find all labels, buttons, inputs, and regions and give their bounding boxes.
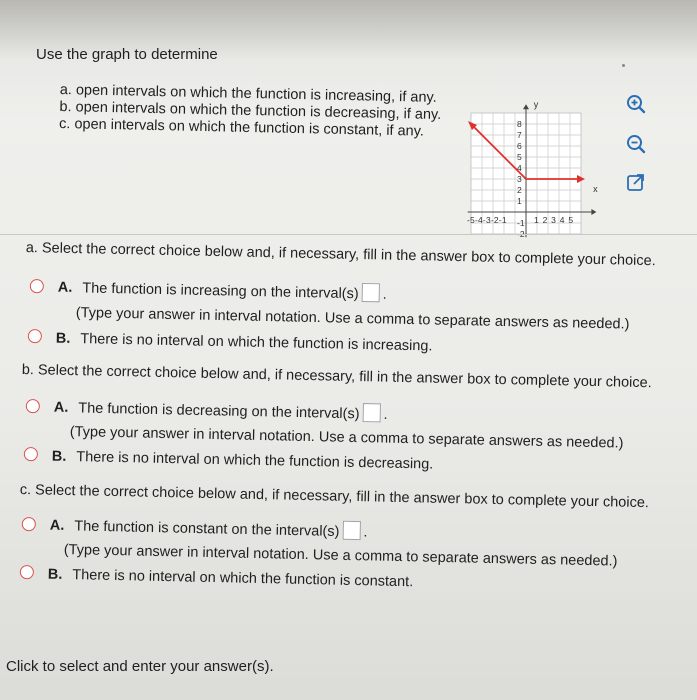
choice-text: There is no interval on which the function is decreasing. bbox=[76, 449, 434, 473]
part-b-choice-a[interactable]: A. The function is decreasing on the interval(s) . bbox=[26, 398, 388, 425]
choice-letter: A. bbox=[49, 517, 65, 535]
x-axis-label: x bbox=[593, 184, 598, 195]
part-c-note: (Type your answer in interval notation. Use a comma to separate answers as needed.) bbox=[63, 542, 618, 570]
zoom-in-icon[interactable] bbox=[622, 90, 650, 118]
choice-text: There is no interval on which the function is increasing. bbox=[80, 331, 433, 355]
part-c-choice-a-radio[interactable] bbox=[22, 516, 36, 530]
y-tick-label: 1 bbox=[517, 196, 522, 206]
part-b-choice-a-radio[interactable] bbox=[26, 398, 40, 412]
y-tick-label: -1 bbox=[517, 218, 525, 228]
y-tick-label: 6 bbox=[517, 141, 522, 151]
popout-icon[interactable] bbox=[622, 168, 650, 196]
choice-text: The function is increasing on the interval(s) bbox=[82, 280, 359, 303]
question-item-b: b. open intervals on which the function is decreasing, if any. bbox=[59, 98, 442, 123]
y-tick-label: 7 bbox=[517, 130, 522, 140]
choice-letter: A. bbox=[53, 399, 69, 417]
footer-instruction: Click to select and enter your answer(s). bbox=[6, 658, 274, 675]
choice-letter: B. bbox=[47, 566, 63, 583]
part-c-choice-b-radio[interactable] bbox=[20, 565, 34, 579]
part-a-choice-a[interactable]: A. The function is increasing on the interval(s) . bbox=[30, 278, 387, 304]
choice-letter: A. bbox=[57, 279, 73, 297]
y-axis-label: y bbox=[533, 99, 539, 110]
question-title: Use the graph to determine bbox=[36, 46, 218, 63]
question-item-c: c. open intervals on which the function is constant, if any. bbox=[58, 115, 425, 140]
part-b-heading: b. Select the correct choice below and, if necessary, fill in the answer box to complete your choice. bbox=[21, 362, 652, 392]
x-tick-labels-positive: 1 2 3 4 5 bbox=[534, 215, 574, 225]
question-items bbox=[59, 82, 442, 141]
part-b-answer-box[interactable] bbox=[362, 403, 380, 422]
part-a-choice-b-radio[interactable] bbox=[28, 329, 42, 343]
y-tick-label: 3 bbox=[517, 174, 522, 184]
y-axis-arrow bbox=[523, 104, 529, 109]
choice-letter: B. bbox=[55, 330, 71, 347]
part-b-note: (Type your answer in interval notation. Use a comma to separate answers as needed.) bbox=[69, 424, 624, 452]
y-tick-label: 2 bbox=[517, 185, 522, 195]
part-a-answer-box[interactable] bbox=[362, 283, 380, 302]
part-b-choice-b[interactable] bbox=[24, 448, 434, 473]
y-tick-label: 4 bbox=[517, 163, 522, 173]
x-axis-arrow bbox=[591, 209, 596, 215]
question-item-a: a. open intervals on which the function is increasing, if any. bbox=[59, 82, 437, 106]
part-c-choice-a[interactable]: A. The function is constant on the interval(s) . bbox=[22, 516, 368, 542]
choice-text: The function is constant on the interval(s) bbox=[74, 518, 340, 540]
part-a-note: (Type your answer in interval notation. Use a comma to separate answers as needed.) bbox=[75, 305, 630, 333]
divider bbox=[0, 234, 697, 235]
zoom-out-icon[interactable] bbox=[622, 130, 650, 158]
y-tick-label: 8 bbox=[517, 119, 522, 129]
part-c-answer-box[interactable] bbox=[342, 521, 360, 540]
part-a-heading: a. Select the correct choice below and, if necessary, fill in the answer box to complete your choice. bbox=[25, 240, 656, 270]
x-tick-labels-negative: -5-4-3-2-1 bbox=[467, 215, 507, 225]
part-b-choice-b-radio[interactable] bbox=[24, 447, 38, 461]
part-a-choice-a-radio[interactable] bbox=[30, 278, 44, 292]
graph-svg bbox=[462, 84, 622, 240]
more-dot bbox=[622, 64, 625, 67]
function-graph bbox=[462, 84, 622, 240]
choice-letter: B. bbox=[51, 448, 67, 465]
choice-text: The function is decreasing on the interval(s) bbox=[78, 400, 360, 423]
part-a-choice-b[interactable] bbox=[28, 330, 433, 354]
part-c-heading: c. Select the correct choice below and, if necessary, fill in the answer box to complete your choice. bbox=[19, 482, 650, 512]
choice-text: There is no interval on which the function is constant. bbox=[72, 567, 414, 591]
part-c-choice-b[interactable] bbox=[20, 566, 414, 590]
y-tick-label: 5 bbox=[517, 152, 522, 162]
